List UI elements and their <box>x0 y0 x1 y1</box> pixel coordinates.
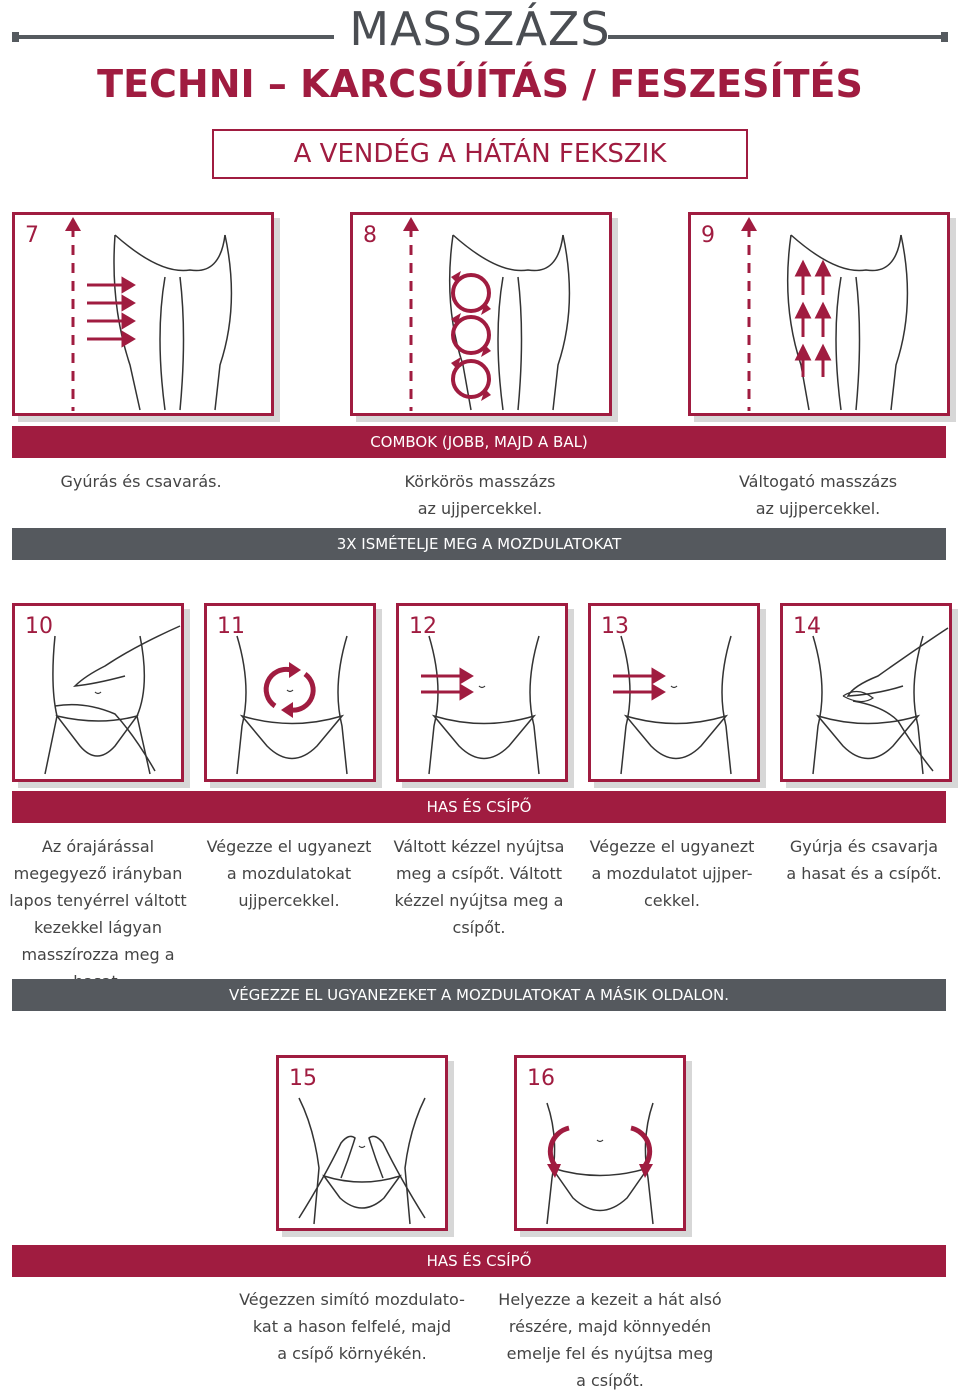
step-11-panel <box>204 603 376 782</box>
caption-step-11: Végezze el ugyanezt a mozdulatokat ujjpercekkel. <box>206 837 372 910</box>
page-title: MASSZÁZS <box>349 2 611 56</box>
caption-step-7: Gyúrás és csavarás. <box>60 472 222 491</box>
step-number: 13 <box>601 614 629 639</box>
position-box-label: A VENDÉG A HÁTÁN FEKSZIK <box>293 139 667 169</box>
legs-circular-arrows-icon <box>353 215 609 413</box>
page-subtitle: TECHNI – KARCSÚÍTÁS / FESZESÍTÉS <box>97 62 863 106</box>
legs-kneading-arrows-icon <box>15 215 271 413</box>
step-number: 15 <box>289 1066 317 1091</box>
waist-lift-arrows-icon <box>517 1058 683 1228</box>
step-13-panel <box>588 603 760 782</box>
legs-upward-arrows-icon <box>691 215 947 413</box>
abdomen-circle-arrows-icon <box>207 606 373 779</box>
step-12-panel <box>396 603 568 782</box>
section-band-thighs: COMBOK (JOBB, MAJD A BAL) <box>12 426 946 458</box>
step-7-panel <box>12 212 274 416</box>
step-15-panel <box>276 1055 448 1231</box>
step-number: 12 <box>409 614 437 639</box>
step-number: 7 <box>25 223 39 248</box>
section-band-abdomen-hips-2: HAS ÉS CSÍPŐ <box>12 1245 946 1277</box>
abdomen-smoothing-hands-icon <box>279 1058 445 1228</box>
step-number: 11 <box>217 614 245 639</box>
position-box <box>212 129 748 179</box>
step-number: 14 <box>793 614 821 639</box>
step-number: 10 <box>25 614 53 639</box>
caption-step-14: Gyúrja és csavarja a hasat és a csípőt. <box>786 837 942 883</box>
caption-step-15: Végezzen simító mozdulato- kat a hason felfelé, majd a csípő környékén. <box>239 1290 465 1363</box>
caption-step-12: Váltott kézzel nyújtsa meg a csípőt. Váltott kézzel nyújtsa meg a csípőt. <box>393 837 565 937</box>
step-9-panel <box>688 212 950 416</box>
step-number: 16 <box>527 1066 555 1091</box>
step-8-panel <box>350 212 612 416</box>
hip-stretch-arrows-icon <box>591 606 757 779</box>
caption-step-13: Végezze el ugyanezt a mozdulatot ujjper- cekkel. <box>589 837 755 910</box>
abdomen-kneading-hands-icon <box>783 606 949 779</box>
step-10-panel <box>12 603 184 782</box>
caption-step-16: Helyezze a kezeit a hát alsó részére, majd könnyedén emelje fel és nyújtsa meg a csípőt. <box>498 1290 722 1390</box>
hip-stretch-arrows-icon <box>399 606 565 779</box>
step-number: 9 <box>701 223 715 248</box>
caption-step-8: Körkörös masszázs az ujjpercekkel. <box>404 472 556 518</box>
step-number: 8 <box>363 223 377 248</box>
caption-step-9: Váltogató masszázs az ujjpercekkel. <box>738 472 898 518</box>
step-14-panel <box>780 603 952 782</box>
repeat-band: 3X ISMÉTELJE MEG A MOZDULATOKAT <box>12 528 946 560</box>
section-band-abdomen-hips: HAS ÉS CSÍPŐ <box>12 791 946 823</box>
caption-step-10: Az órajárással megegyező irányban lapos tenyérrel váltott kezekkel lágyan masszírozza meg a <box>9 837 187 964</box>
abdomen-hands-stroke-icon <box>15 606 181 779</box>
step-16-panel <box>514 1055 686 1231</box>
other-side-band: VÉGEZZE EL UGYANEZEKET A MOZDULATOKAT A MÁSIK OLDALON. <box>12 979 946 1011</box>
